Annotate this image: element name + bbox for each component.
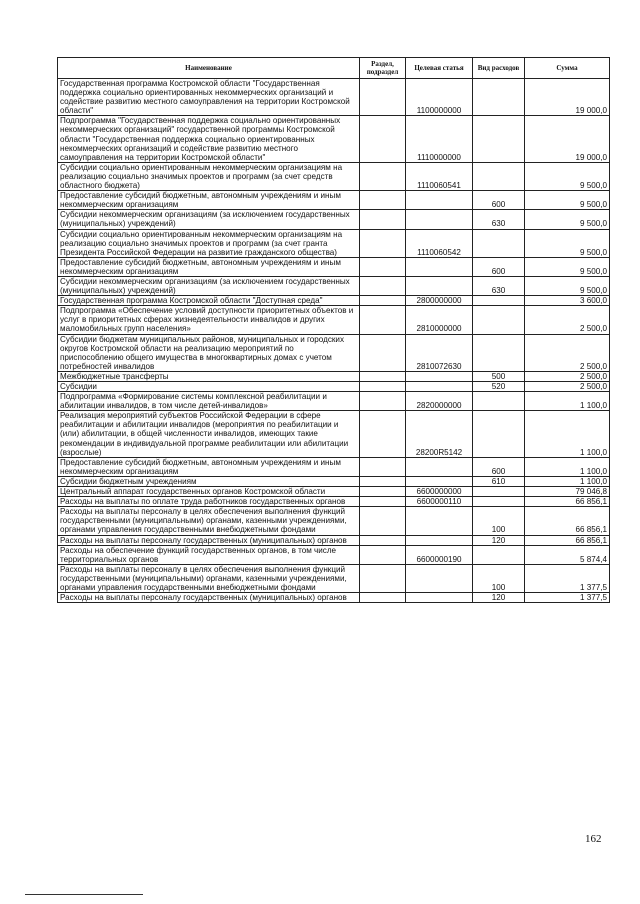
- row-section: [360, 507, 406, 535]
- row-section: [360, 162, 406, 190]
- table-row: [58, 210, 610, 229]
- row-name: Расходы на выплаты персоналу государственных (муниципальных) органов: [58, 593, 360, 603]
- table-row: [58, 162, 610, 190]
- row-type: [473, 411, 525, 457]
- table-row: [58, 535, 610, 545]
- row-section: [360, 593, 406, 603]
- table-row: [58, 507, 610, 535]
- table-row: [58, 457, 610, 476]
- row-target: 2810072630: [406, 334, 473, 371]
- row-name: Субсидии некоммерческим организациям (за исключением государственных (муниципальных) учреждений): [58, 210, 360, 229]
- table-row: [58, 229, 610, 257]
- row-sum: 1 100,0: [525, 411, 610, 457]
- row-name: Центральный аппарат государственных органов Костромской области: [58, 487, 360, 497]
- row-target: 6600000110: [406, 497, 473, 507]
- header-target: Целевая статья: [406, 58, 473, 79]
- row-type: [473, 545, 525, 564]
- row-target: 6600000000: [406, 487, 473, 497]
- table-row: [58, 564, 610, 592]
- row-sum: 9 500,0: [525, 210, 610, 229]
- table-row: [58, 257, 610, 276]
- row-section: [360, 229, 406, 257]
- table-row: [58, 296, 610, 306]
- table-row: [58, 545, 610, 564]
- row-type: 630: [473, 210, 525, 229]
- row-target: [406, 276, 473, 295]
- row-sum: 9 500,0: [525, 276, 610, 295]
- row-section: [360, 382, 406, 392]
- row-type: [473, 296, 525, 306]
- row-section: [360, 497, 406, 507]
- row-section: [360, 392, 406, 411]
- row-sum: 9 500,0: [525, 257, 610, 276]
- row-name: Государственная программа Костромской области "Доступная среда": [58, 296, 360, 306]
- table-row: [58, 334, 610, 371]
- row-sum: 2 500,0: [525, 334, 610, 371]
- row-type: [473, 306, 525, 334]
- row-section: [360, 476, 406, 486]
- row-type: 600: [473, 257, 525, 276]
- table-row: [58, 593, 610, 603]
- row-section: [360, 564, 406, 592]
- row-target: [406, 191, 473, 210]
- row-section: [360, 487, 406, 497]
- row-type: [473, 116, 525, 162]
- table-row: [58, 476, 610, 486]
- row-name: Подпрограмма «Обеспечение условий доступности приоритетных объектов и услуг в приоритетных сферах жизнедеятельности инвалидов и других маломобильных групп населения»: [58, 306, 360, 334]
- row-name: Субсидии некоммерческим организациям (за исключением государственных (муниципальных) учреждений): [58, 276, 360, 295]
- row-name: Расходы на выплаты персоналу государственных (муниципальных) органов: [58, 535, 360, 545]
- table-row: [58, 191, 610, 210]
- row-section: [360, 411, 406, 457]
- row-name: Реализация мероприятий субъектов Российской Федерации в сфере реабилитации и абилитации инвалидов (мероприятия по реабилитации и (или) абилитации, в общей численности инвалидов, имеющих такие рекомендации в индивидуальной программе реабилитации или абилитации (взрослые): [58, 411, 360, 457]
- header-name: Наименование: [58, 58, 360, 79]
- row-name: Субсидии бюджетам муниципальных районов, муниципальных и городских округов Костромской области на реализацию мероприятий по приспособлению общего имущества в многоквартирных домах с учетом потребностей инвалидов: [58, 334, 360, 371]
- row-name: Субсидии: [58, 382, 360, 392]
- row-section: [360, 79, 406, 116]
- row-type: [473, 229, 525, 257]
- row-type: [473, 334, 525, 371]
- row-sum: 66 856,1: [525, 535, 610, 545]
- row-type: 120: [473, 535, 525, 545]
- table-body: [58, 79, 610, 603]
- row-type: [473, 497, 525, 507]
- row-sum: 2 500,0: [525, 382, 610, 392]
- row-section: [360, 116, 406, 162]
- row-sum: 9 500,0: [525, 162, 610, 190]
- row-type: 100: [473, 507, 525, 535]
- row-name: Субсидии социально ориентированным некоммерческим организациям на реализацию социально значимых проектов и программ (за счет средств областного бюджета): [58, 162, 360, 190]
- row-name: Субсидии бюджетным учреждениям: [58, 476, 360, 486]
- row-target: 2810000000: [406, 306, 473, 334]
- row-name: Предоставление субсидий бюджетным, автономным учреждениям и иным некоммерческим организациям: [58, 191, 360, 210]
- row-type: 500: [473, 371, 525, 381]
- row-name: Межбюджетные трансферты: [58, 371, 360, 381]
- row-target: [406, 593, 473, 603]
- table-row: [58, 392, 610, 411]
- row-sum: 66 856,1: [525, 497, 610, 507]
- table-row: [58, 497, 610, 507]
- row-section: [360, 535, 406, 545]
- row-target: [406, 507, 473, 535]
- row-name: Расходы на обеспечение функций государственных органов, в том числе территориальных органов: [58, 545, 360, 564]
- row-section: [360, 545, 406, 564]
- header-sum: Сумма: [525, 58, 610, 79]
- row-name: Расходы на выплаты персоналу в целях обеспечения выполнения функций государственными (муниципальными) органами, казенными учреждениями, органами управления государственными внебюджетными фондами: [58, 564, 360, 592]
- row-sum: 1 100,0: [525, 457, 610, 476]
- row-name: Государственная программа Костромской области "Государственная поддержка социально ориентированных некоммерческих организаций и содействие развитию местного самоуправления на территории Костромской области": [58, 79, 360, 116]
- row-type: 600: [473, 191, 525, 210]
- row-sum: 5 874,4: [525, 545, 610, 564]
- row-type: 120: [473, 593, 525, 603]
- row-target: [406, 257, 473, 276]
- row-section: [360, 306, 406, 334]
- row-name: Подпрограмма «Формирование системы комплексной реабилитации и абилитации инвалидов, в том числе детей-инвалидов»: [58, 392, 360, 411]
- row-target: [406, 535, 473, 545]
- row-target: [406, 382, 473, 392]
- row-target: 1110060541: [406, 162, 473, 190]
- row-target: 1110000000: [406, 116, 473, 162]
- table-row: [58, 276, 610, 295]
- table-row: [58, 116, 610, 162]
- row-sum: 1 100,0: [525, 392, 610, 411]
- row-sum: 3 600,0: [525, 296, 610, 306]
- row-type: 100: [473, 564, 525, 592]
- row-sum: 66 856,1: [525, 507, 610, 535]
- row-name: Расходы на выплаты персоналу в целях обеспечения выполнения функций государственными (муниципальными) органами, казенными учреждениями, органами управления государственными внебюджетными фондами: [58, 507, 360, 535]
- row-target: 1100000000: [406, 79, 473, 116]
- row-sum: 19 000,0: [525, 79, 610, 116]
- row-name: Субсидии социально ориентированным некоммерческим организациям на реализацию социально значимых проектов и программ (за счет гранта Президента Российской Федерации на развитие гражданского общества): [58, 229, 360, 257]
- row-sum: 2 500,0: [525, 306, 610, 334]
- table-header-row: [58, 58, 610, 79]
- table-row: [58, 411, 610, 457]
- table-row: [58, 79, 610, 116]
- row-target: 6600000190: [406, 545, 473, 564]
- row-target: 2820000000: [406, 392, 473, 411]
- row-target: 28200R5142: [406, 411, 473, 457]
- row-name: Предоставление субсидий бюджетным, автономным учреждениям и иным некоммерческим организациям: [58, 257, 360, 276]
- row-section: [360, 210, 406, 229]
- row-sum: 9 500,0: [525, 229, 610, 257]
- row-target: [406, 210, 473, 229]
- row-type: [473, 487, 525, 497]
- row-sum: 1 377,5: [525, 564, 610, 592]
- row-type: [473, 162, 525, 190]
- row-section: [360, 371, 406, 381]
- row-section: [360, 276, 406, 295]
- header-section: Раздел, подраздел: [360, 58, 406, 79]
- row-sum: 1 100,0: [525, 476, 610, 486]
- table-row: [58, 371, 610, 381]
- row-target: 1110060542: [406, 229, 473, 257]
- row-target: [406, 564, 473, 592]
- row-section: [360, 296, 406, 306]
- row-target: [406, 371, 473, 381]
- row-sum: 79 046,8: [525, 487, 610, 497]
- row-target: 2800000000: [406, 296, 473, 306]
- row-name: Подпрограмма "Государственная поддержка социально ориентированных некоммерческих организаций" государственной программы Костромской области "Государственная поддержка социально ориентированных некоммерческих организаций и содействие развитию местного самоуправления на территории Костромской области": [58, 116, 360, 162]
- header-type: Вид расходов: [473, 58, 525, 79]
- row-sum: 19 000,0: [525, 116, 610, 162]
- row-target: [406, 476, 473, 486]
- row-target: [406, 457, 473, 476]
- footer-rule: [25, 894, 143, 895]
- row-section: [360, 457, 406, 476]
- row-name: Расходы на выплаты по оплате труда работников государственных органов: [58, 497, 360, 507]
- row-sum: 1 377,5: [525, 593, 610, 603]
- row-type: [473, 79, 525, 116]
- row-section: [360, 257, 406, 276]
- row-section: [360, 191, 406, 210]
- table-row: [58, 382, 610, 392]
- row-sum: 9 500,0: [525, 191, 610, 210]
- row-type: 600: [473, 457, 525, 476]
- row-section: [360, 334, 406, 371]
- row-name: Предоставление субсидий бюджетным, автономным учреждениям и иным некоммерческим организациям: [58, 457, 360, 476]
- row-type: [473, 392, 525, 411]
- budget-table: [57, 57, 610, 603]
- row-sum: 2 500,0: [525, 371, 610, 381]
- row-type: 610: [473, 476, 525, 486]
- row-type: 630: [473, 276, 525, 295]
- row-type: 520: [473, 382, 525, 392]
- table-row: [58, 487, 610, 497]
- table-row: [58, 306, 610, 334]
- page-number: 162: [585, 833, 602, 845]
